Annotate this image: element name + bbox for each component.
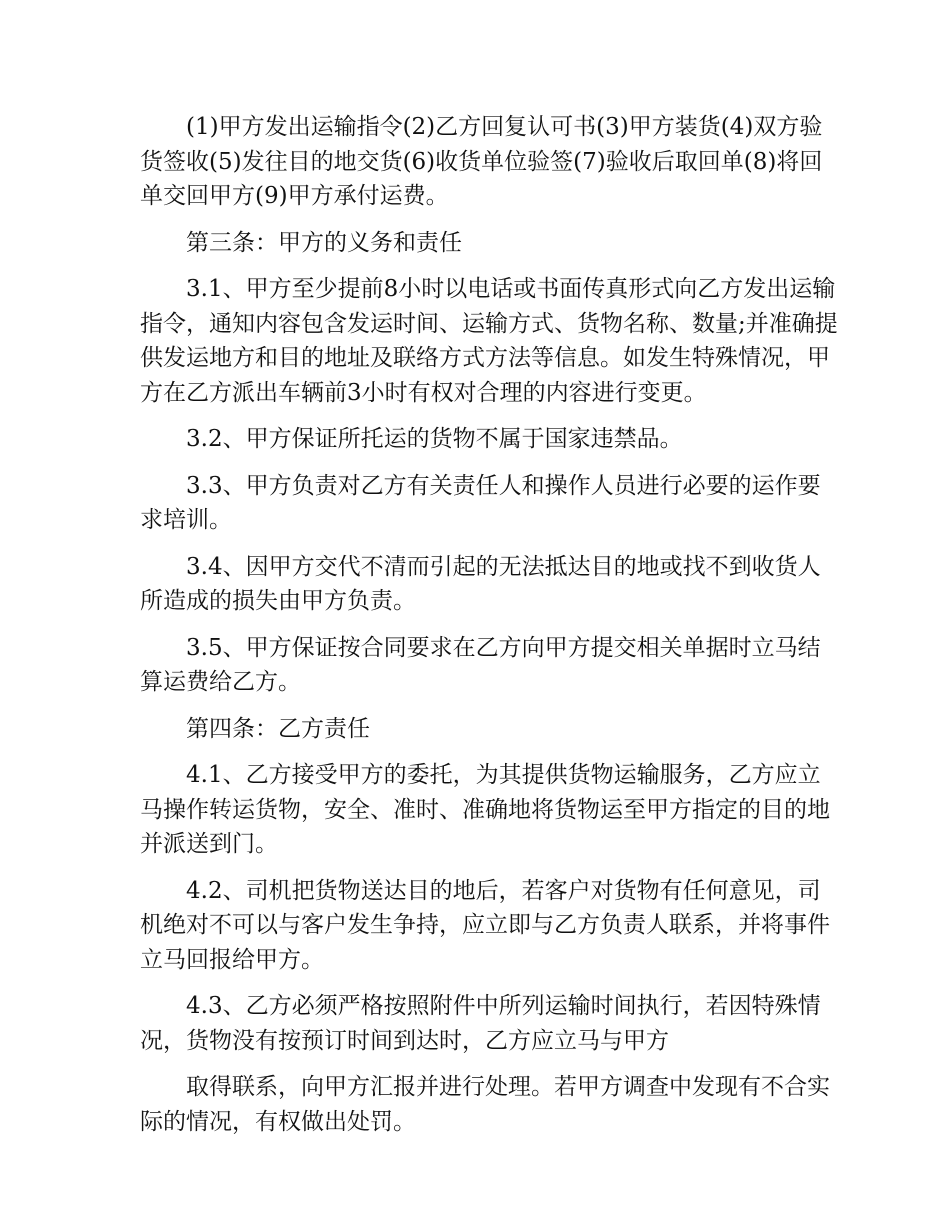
paragraph-3-4: 3.4、因甲方交代不清而引起的无法抵达目的地或找不到收货人所造成的损失由甲方负责。 [140, 553, 821, 614]
paragraph-3-3: 3.3、甲方负责对乙方有关责任人和操作人员进行必要的运作要求培训。 [140, 472, 821, 533]
paragraph-4-3-continued: 取得联系，向甲方汇报并进行处理。若甲方调查中发现有不合实际的情况，有权做出处罚。 [140, 1074, 830, 1135]
paragraph-3-2: 3.2、甲方保证所托运的货物不属于国家违禁品。 [186, 426, 683, 452]
paragraph-4-2: 4.2、司机把货物送达目的地后，若客户对货物有任何意见，司机绝对不可以与客户发生争持，应立即与乙方负责人联系，并将事件立马回报给甲方。 [140, 877, 830, 973]
paragraph-4-1: 4.1、乙方接受甲方的委托，为其提供货物运输服务，乙方应立马操作转运货物，安全、准时、准确地将货物运至甲方指定的目的地并派送到门。 [140, 762, 830, 857]
paragraph-3-1: 3.1、甲方至少提前8小时以电话或书面传真形式向乙方发出运输指令，通知内容包含发运时间、运输方式、货物名称、数量;并准确提供发运地方和目的地址及联络方式方法等信息。如发生特殊情况，甲方在乙方派出车辆前3小时有权对合理的内容进行变更。 [140, 276, 838, 406]
paragraph-4-3: 4.3、乙方必须严格按照附件中所列运输时间执行，若因特殊情况，货物没有按预订时间到达时，乙方应立马与甲方 [140, 993, 821, 1054]
paragraph-3-5: 3.5、甲方保证按合同要求在乙方向甲方提交相关单据时立马结算运费给乙方。 [140, 634, 821, 695]
heading-article-4: 第四条：乙方责任 [186, 715, 370, 742]
heading-article-3: 第三条：甲方的义务和责任 [186, 229, 462, 256]
paragraph-transport-process: (1)甲方发出运输指令(2)乙方回复认可书(3)甲方装货(4)双方验货签收(5)发往目的地交货(6)收货单位验签(7)验收后取回单(8)将回单交回甲方(9)甲方承付运费。 [140, 114, 823, 209]
document-body [140, 110, 840, 1151]
